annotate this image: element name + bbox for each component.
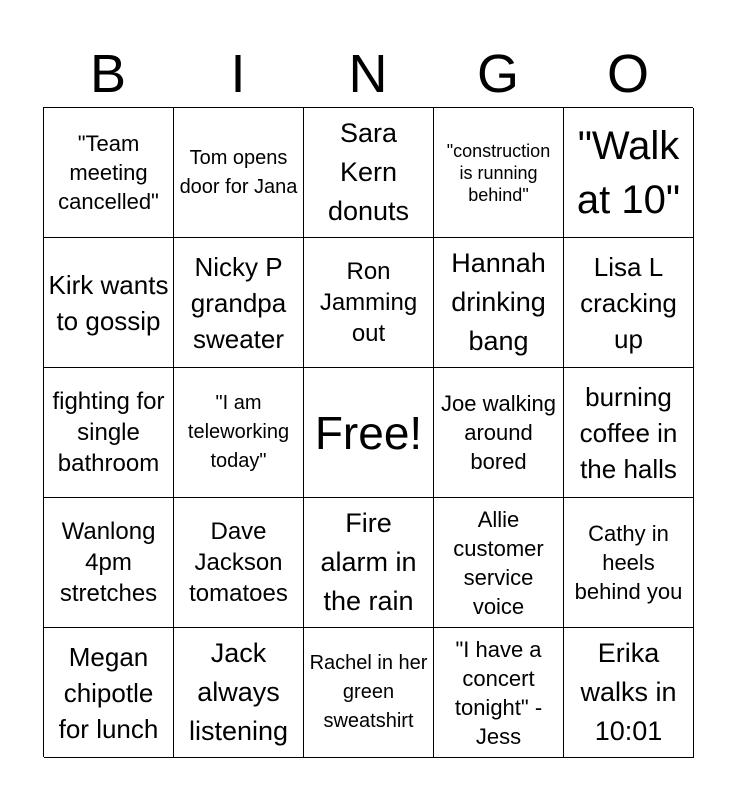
header-letter-g: G bbox=[476, 44, 519, 104]
bingo-cell[interactable]: Rachel in her green sweatshirt bbox=[304, 628, 434, 758]
bingo-cell-free-space[interactable]: Free! bbox=[304, 368, 434, 498]
bingo-cell[interactable]: Ron Jamming out bbox=[304, 238, 434, 368]
header-letter-b: B bbox=[89, 44, 127, 104]
bingo-cell[interactable]: Nicky P grandpa sweater bbox=[174, 238, 304, 368]
bingo-cell[interactable]: Fire alarm in the rain bbox=[304, 498, 434, 628]
bingo-cell[interactable]: Tom opens door for Jana bbox=[174, 108, 304, 238]
bingo-cell[interactable]: Jack always listening bbox=[174, 628, 304, 758]
bingo-cell[interactable]: Allie customer service voice bbox=[434, 498, 564, 628]
bingo-cell[interactable]: Hannah drinking bang bbox=[434, 238, 564, 368]
bingo-cell[interactable]: "I have a concert tonight" - Jess bbox=[434, 628, 564, 758]
bingo-cell[interactable]: "construction is running behind" bbox=[434, 108, 564, 238]
bingo-cell[interactable]: Wanlong 4pm stretches bbox=[44, 498, 174, 628]
bingo-header bbox=[43, 40, 693, 108]
bingo-cell[interactable]: Cathy in heels behind you bbox=[564, 498, 694, 628]
bingo-card-grid bbox=[43, 107, 693, 757]
header-letter-n: N bbox=[348, 44, 388, 104]
bingo-cell[interactable]: Joe walking around bored bbox=[434, 368, 564, 498]
bingo-cell[interactable]: Kirk wants to gossip bbox=[44, 238, 174, 368]
header-letter-i: I bbox=[230, 44, 246, 104]
header-letter-o: O bbox=[606, 44, 649, 104]
bingo-cell[interactable]: Sara Kern donuts bbox=[304, 108, 434, 238]
bingo-cell[interactable]: Lisa L cracking up bbox=[564, 238, 694, 368]
bingo-cell[interactable]: Erika walks in 10:01 bbox=[564, 628, 694, 758]
bingo-cell[interactable]: Megan chipotle for lunch bbox=[44, 628, 174, 758]
bingo-cell[interactable]: fighting for single bathroom bbox=[44, 368, 174, 498]
bingo-cell[interactable]: Dave Jackson tomatoes bbox=[174, 498, 304, 628]
bingo-cell[interactable]: "Walk at 10" bbox=[564, 108, 694, 238]
bingo-cell[interactable]: "I am teleworking today" bbox=[174, 368, 304, 498]
bingo-cell[interactable]: "Team meeting cancelled" bbox=[44, 108, 174, 238]
bingo-cell[interactable]: burning coffee in the halls bbox=[564, 368, 694, 498]
